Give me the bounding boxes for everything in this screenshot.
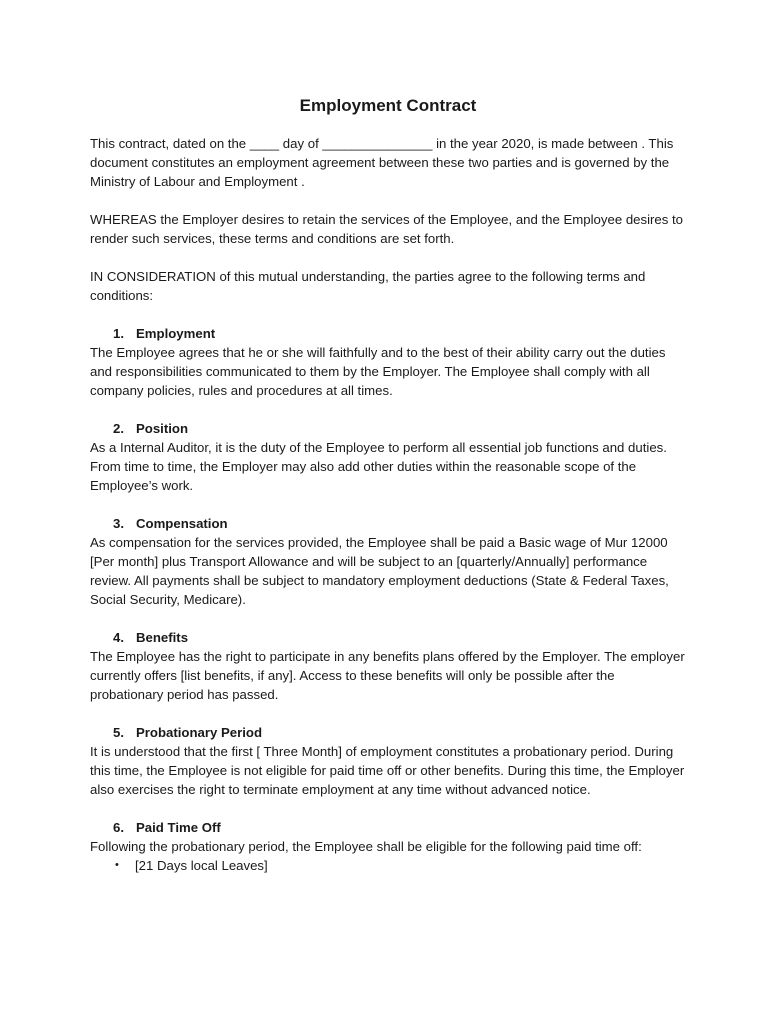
- section-position: [90, 419, 686, 495]
- section-title: Benefits: [136, 630, 189, 645]
- section-body: As a Internal Auditor, it is the duty of the Employee to perform all essential job functions and duties. From time to time, the Employer may also add other duties within the reasonable scope of the Employee’s work.: [90, 440, 667, 493]
- intro-paragraph-whereas: WHEREAS the Employer desires to retain the services of the Employee, and the Employee desires to render such services, these terms and conditions are set forth.: [90, 212, 683, 246]
- section-heading: [90, 723, 686, 742]
- list-item: [90, 856, 686, 875]
- bullet-icon: •: [115, 859, 119, 871]
- section-number: 6.: [113, 820, 124, 835]
- section-number: 1.: [113, 326, 124, 341]
- section-heading: [90, 818, 686, 837]
- section-heading: [90, 514, 686, 533]
- document-title: Employment Contract: [299, 96, 477, 115]
- section-number: 3.: [113, 516, 124, 531]
- section-body: As compensation for the services provided, the Employee shall be paid a Basic wage of Mur 12000 [Per month] plus Transport Allowance and will be subject to an [quarterly/Annually] performance review. All payments shall be subject to mandatory employment deductions (State & Federal Taxes, Social Security, Medicare).: [90, 535, 669, 607]
- section-paid-time-off: [90, 818, 686, 875]
- section-body: The Employee has the right to participate in any benefits plans offered by the Employer. The employer currently offers [list benefits, if any]. Access to these benefits will only be possible after the probationary period has passed.: [90, 649, 685, 702]
- section-number: 2.: [113, 421, 124, 436]
- section-employment: [90, 324, 686, 400]
- section-title: Employment: [136, 326, 216, 341]
- section-heading: [90, 419, 686, 438]
- section-body: The Employee agrees that he or she will faithfully and to the best of their ability carry out the duties and responsibilities communicated to them by the Employer. The Employee shall comply with all company policies, rules and procedures at all times.: [90, 345, 666, 398]
- intro-paragraph-consideration: IN CONSIDERATION of this mutual understanding, the parties agree to the following terms and conditions:: [90, 269, 646, 303]
- section-heading: [90, 324, 686, 343]
- paid-time-off-list: [90, 856, 686, 875]
- section-probationary-period: [90, 723, 686, 799]
- section-title: Probationary Period: [136, 725, 263, 740]
- intro-paragraph-parties: This contract, dated on the ____ day of _______________ in the year 2020, is made between . This document constitutes an employment agreement between these two parties and is governed by the Ministry of Labour and Employment .: [90, 136, 674, 189]
- section-title: Position: [136, 421, 189, 436]
- section-number: 4.: [113, 630, 124, 645]
- section-number: 5.: [113, 725, 124, 740]
- contract-page: [90, 95, 686, 875]
- section-heading: [90, 628, 686, 647]
- section-body: Following the probationary period, the Employee shall be eligible for the following paid time off:: [90, 839, 642, 854]
- section-benefits: [90, 628, 686, 704]
- section-title: Paid Time Off: [136, 820, 221, 835]
- list-item-text: [21 Days local Leaves]: [135, 858, 268, 873]
- section-body: It is understood that the first [ Three Month] of employment constitutes a probationary period. During this time, the Employee is not eligible for paid time off or other benefits. During this time, the Employer also exercises the right to terminate employment at any time without advanced notice.: [90, 744, 685, 797]
- section-title: Compensation: [136, 516, 228, 531]
- section-compensation: [90, 514, 686, 609]
